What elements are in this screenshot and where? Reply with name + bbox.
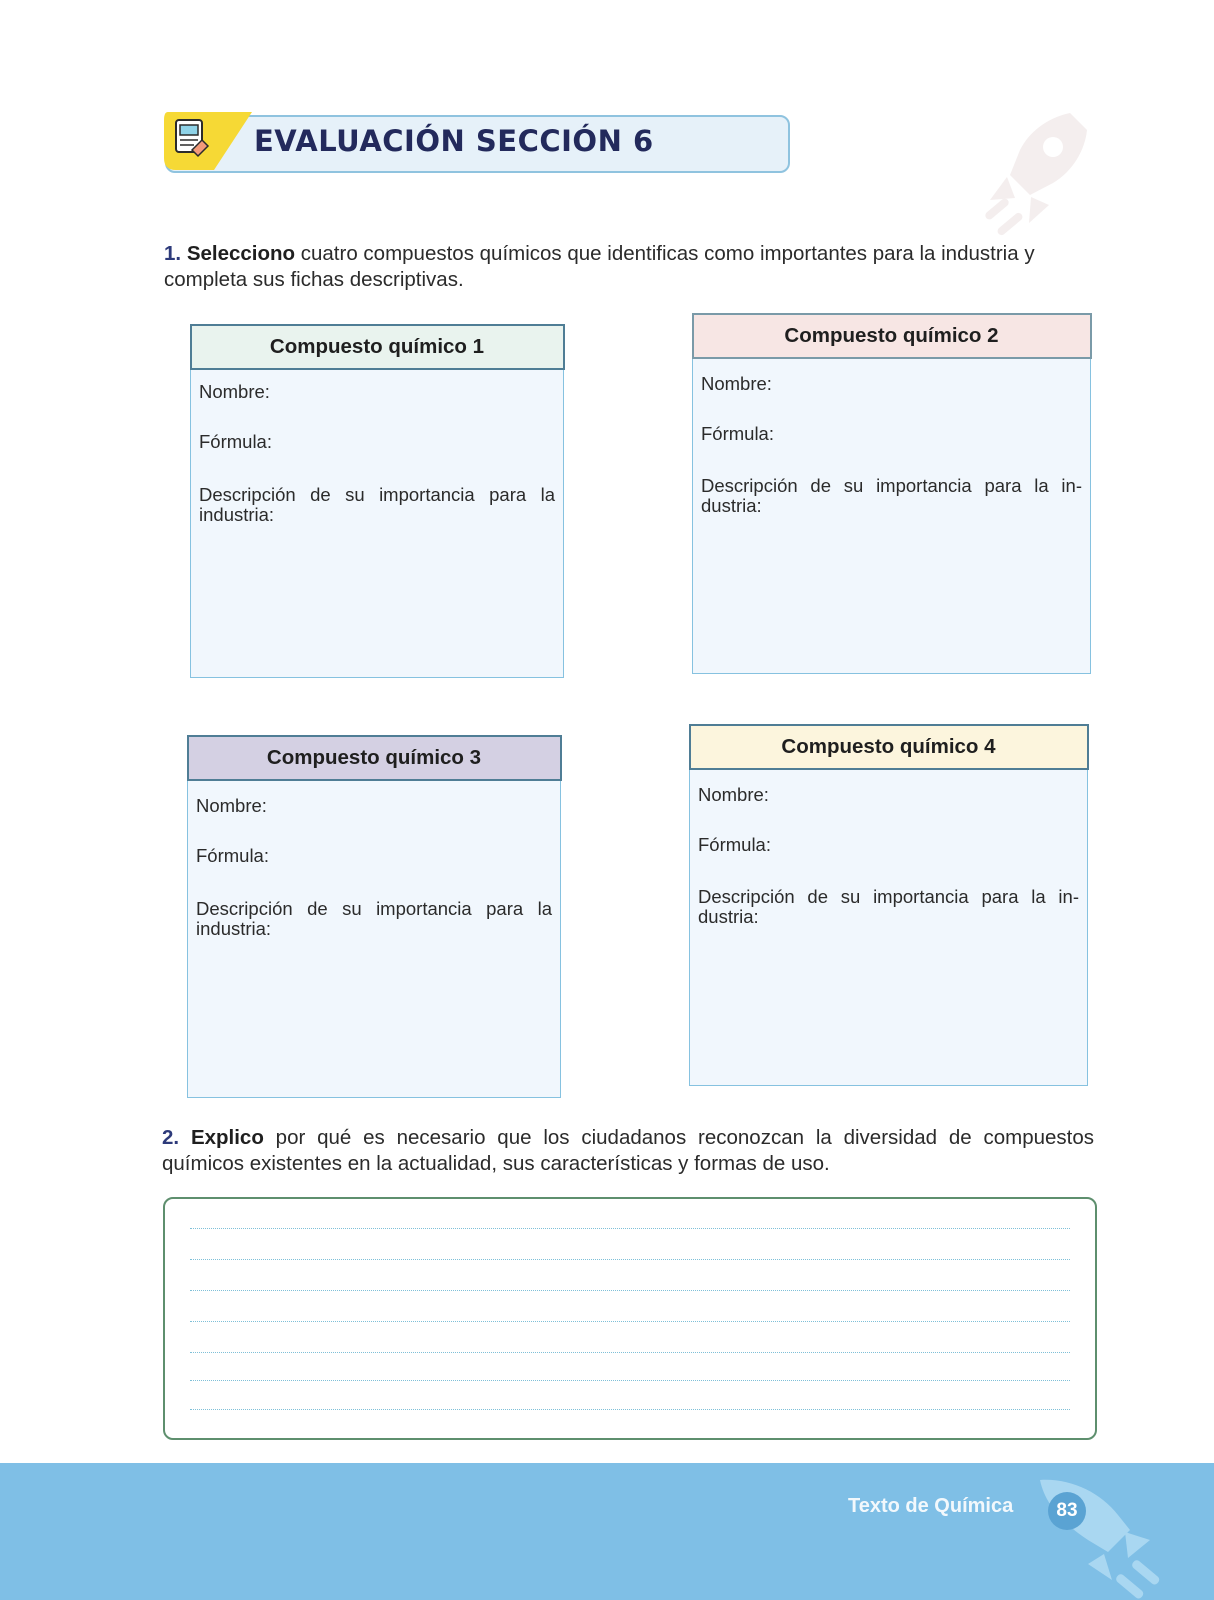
rocket-icon: [1030, 1470, 1175, 1600]
question-1-text: cuatro compuestos químicos que identificas como importantes para la industria y completa sus fichas descriptivas.: [164, 242, 1035, 291]
footer-book-title: Texto de Química: [848, 1495, 1014, 1517]
answer-line[interactable]: [190, 1259, 1070, 1260]
answer-line[interactable]: [190, 1228, 1070, 1229]
compound-card-3-title: Compuesto químico 3: [187, 735, 562, 781]
compound-card-4-formula: Fórmula:: [698, 834, 771, 855]
answer-line[interactable]: [190, 1290, 1070, 1291]
answer-line[interactable]: [190, 1409, 1070, 1410]
compound-card-3-nombre: Nombre:: [196, 795, 267, 816]
compound-card-1-formula: Fórmula:: [199, 431, 272, 452]
compound-card-1-descripcion: Descripción de su importancia para la industria:: [199, 484, 555, 525]
compound-card-2-nombre: Nombre:: [701, 373, 772, 394]
question-1-number: 1.: [164, 242, 182, 265]
rocket-watermark-icon: [975, 105, 1095, 240]
answer-line[interactable]: [190, 1321, 1070, 1322]
compound-card-3-formula: Fórmula:: [196, 845, 269, 866]
compound-card-3-descripcion: Descripción de su importancia para la industria:: [196, 898, 552, 939]
compound-card-2: [692, 313, 1091, 674]
page-number: 83: [1048, 1492, 1086, 1530]
compound-card-4-title: Compuesto químico 4: [689, 724, 1089, 770]
evaluation-badge-icon: [162, 110, 262, 172]
compound-card-3: [187, 735, 561, 1098]
compound-card-4: [689, 724, 1088, 1086]
compound-card-1-title: Compuesto químico 1: [190, 324, 565, 370]
section-title: EVALUACIÓN SECCIÓN 6: [254, 124, 654, 158]
compound-card-2-descripcion: Descripción de su importancia para la in-dustria:: [701, 475, 1082, 516]
compound-card-1: [190, 324, 564, 678]
answer-box[interactable]: [163, 1197, 1097, 1440]
compound-card-1-nombre: Nombre:: [199, 381, 270, 402]
compound-card-4-nombre: Nombre:: [698, 784, 769, 805]
compound-card-4-descripcion: Descripción de su importancia para la in-dustria:: [698, 886, 1079, 927]
question-2-verb: Explico: [190, 1126, 264, 1149]
question-1-verb: Selecciono: [186, 242, 296, 265]
answer-line[interactable]: [190, 1352, 1070, 1353]
answer-line[interactable]: [190, 1380, 1070, 1381]
question-1: [164, 241, 1094, 293]
compound-card-2-title: Compuesto químico 2: [692, 313, 1092, 359]
question-2-text: por qué es necesario que los ciudadanos reconozcan la diversidad de compuestos químicos existentes en la actualidad, sus características y formas de uso.: [162, 1126, 1094, 1175]
question-2: [162, 1125, 1094, 1177]
compound-card-2-formula: Fórmula:: [701, 423, 774, 444]
question-2-number: 2.: [162, 1126, 180, 1149]
